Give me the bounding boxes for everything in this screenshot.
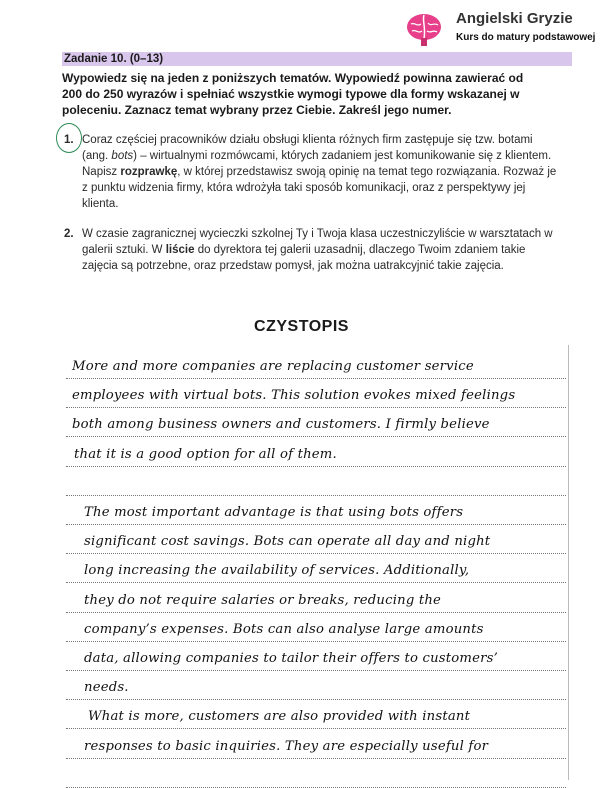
section-title: CZYSTOPIS (254, 318, 349, 335)
topic-number: 2. (64, 228, 74, 240)
dotted-line (66, 524, 566, 525)
topic-text: W czasie zagranicznej wycieczki szkolnej Ty i Twoja klasa uczestniczyliście w warsztatach w galerii sztuki. W liście do dyrektora tej galerii uzasadnij, dlaczego Twoim zdaniem takie zajęcia są potrzebne, oraz przedstaw pomysł, jak można uatrakcyjnić takie zajęcia. (82, 228, 553, 272)
handwritten-line: needs. (84, 680, 129, 696)
dotted-line (66, 728, 566, 729)
handwritten-line: they do not require salaries or breaks, reducing the (84, 592, 442, 608)
dotted-line (66, 670, 566, 671)
topic-number: 1. (64, 134, 74, 146)
brand-title: Angielski Gryzie (456, 10, 573, 27)
dotted-line (66, 699, 566, 700)
dotted-line (66, 378, 566, 379)
handwritten-line: employees with virtual bots. This solution evokes mixed feelings (72, 388, 516, 404)
task-instruction: Wypowiedz się na jeden z poniższych tematów. Wypowiedź powinna zawierać od 200 do 250 wyrazów i spełniać wszystkie wymogi typowe dla formy wskazanej w poleceniu. Zaznacz temat wybrany przez Ciebie. Zakreśl jego numer. (62, 71, 524, 117)
handwritten-line: The most important advantage is that using bots offers (84, 505, 464, 520)
margin-line (568, 345, 569, 780)
handwritten-line: What is more, customers are also provided with instant (88, 709, 471, 725)
dotted-line (66, 436, 566, 437)
handwritten-line: significant cost savings. Bots can operate all day and night (84, 534, 491, 550)
dotted-line (66, 758, 566, 759)
handwritten-line: responses to basic inquiries. They are especially useful for (84, 738, 489, 754)
handwritten-line: both among business owners and customers. I firmly believe (72, 417, 490, 433)
handwritten-line: that it is a good option for all of them. (74, 446, 337, 462)
dotted-line (66, 466, 566, 467)
dotted-line (66, 641, 566, 642)
handwritten-line: data, allowing companies to tailor their offers to customers’ (84, 651, 498, 666)
dotted-line (66, 582, 566, 583)
handwritten-line: long increasing the availability of services. Additionally, (84, 563, 470, 579)
brain-icon (404, 12, 444, 48)
dotted-line (66, 495, 566, 496)
brand-subtitle: Kurs do matury podstawowej (456, 32, 596, 43)
dotted-line (66, 407, 566, 408)
dotted-line (66, 553, 566, 554)
topic-text: Coraz częściej pracowników działu obsługi klienta różnych firm zastępuje się tzw. botami (ang. bots) – wirtualnymi rozmówcami, których zadaniem jest komunikowanie się z klientem. Napisz rozprawkę, w której przedstawisz swoją opinię na temat tego rozwiązania. Rozważ je z punktu widzenia firmy, która wdrożyła taki sposób komunikacji, oraz z perspektywy jej klienta. (82, 134, 557, 210)
task-title: Zadanie 10. (0–13) (62, 52, 572, 66)
dotted-line (66, 612, 566, 613)
handwritten-line: company’s expenses. Bots can also analyse large amounts (84, 621, 484, 637)
handwritten-line: More and more companies are replacing customer service (72, 359, 474, 374)
brand-header (404, 8, 594, 52)
